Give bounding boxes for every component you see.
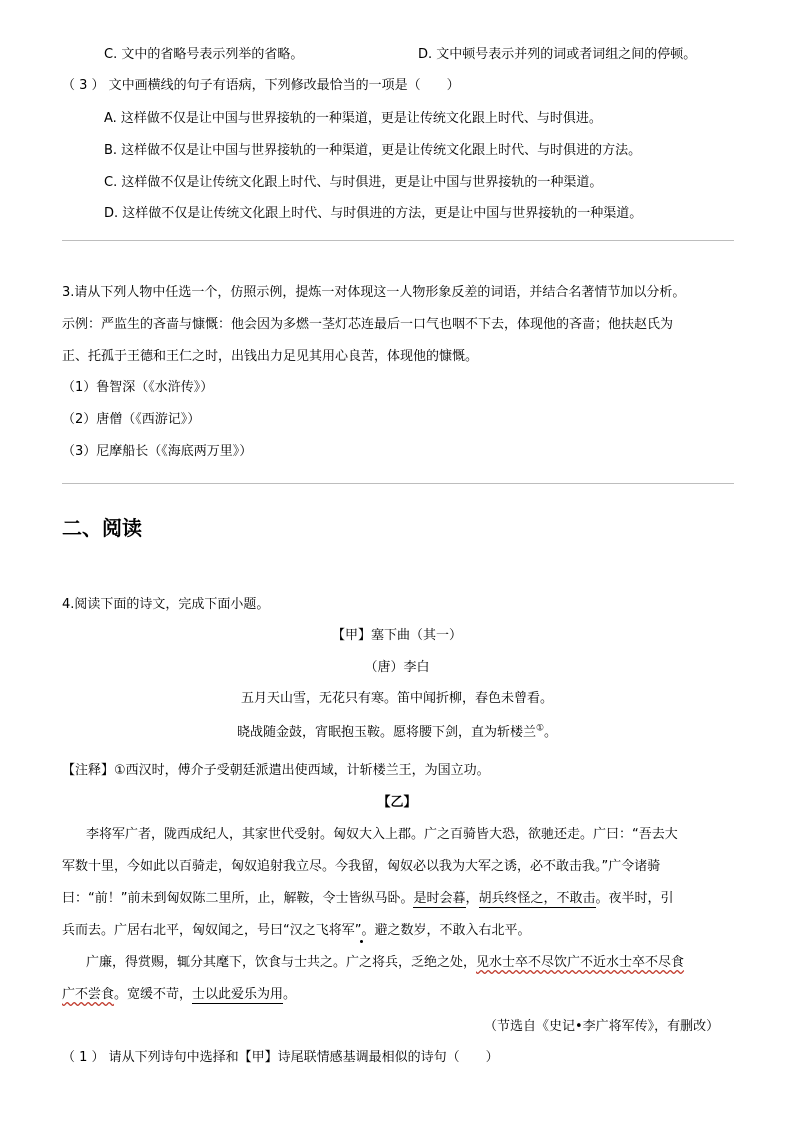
- q4-sub1-stem: （ 1 ） 请从下列诗句中选择和【甲】诗尾联情感基调最相似的诗句（ ）: [62, 1050, 499, 1065]
- passage-p1-line2: 军数十里，今如此以百骑走，匈奴追射我立尽。今我留，匈奴必以我为大军之诱，必不敢击我。”广令诸骑: [62, 859, 661, 874]
- poem-author: （唐）李白: [364, 660, 430, 675]
- passage-text: 曰：“前！”前未到匈奴陈二里所，止，解鞍，令士皆纵马卧。: [62, 891, 414, 906]
- passage-text: 。避之数岁，不敢入右北平。: [361, 923, 531, 938]
- poem-annotation: 【注释】①西汉时，傅介子受朝廷派遣出使西域，计斩楼兰王，为国立功。: [62, 763, 490, 778]
- underlined-sentence: 士以此爱乐为用: [192, 987, 284, 1002]
- poem-line-2-text: 晓战随金鼓，宵眠抱玉鞍。愿将腰下剑，直为斩楼兰: [236, 725, 536, 740]
- passage-text: 。夜半时，引: [595, 891, 674, 906]
- passage-source: （节选自《史记•李广将军传》，有删改）: [484, 1019, 720, 1034]
- section-title: 二、阅读: [62, 516, 142, 540]
- q3-item-1: （1）鲁智深（《水浒传》）: [62, 380, 214, 395]
- q2-sub3-option-c: C. 这样做不仅是让传统文化跟上时代、与时俱进，更是让中国与世界接轨的一种渠道。: [104, 175, 603, 190]
- footnote-mark: ①: [535, 723, 545, 734]
- divider: [62, 240, 734, 241]
- passage-p2-line1: [86, 954, 684, 972]
- poem-line-2: [0, 724, 794, 742]
- poem-line-1: 五月天山雪，无花只有寒。笛中闻折柳，春色未曾看。: [240, 691, 553, 706]
- poem-title: 【甲】塞下曲（其一）: [331, 628, 462, 643]
- divider: [62, 483, 734, 484]
- q4-stem: 4.阅读下面的诗文，完成下面小题。: [62, 597, 270, 612]
- q3-item-3: （3）尼摩船长（《海底两万里》）: [62, 444, 253, 459]
- wavy-underlined-sentence: 见水士卒不尽饮广不近水士卒不尽食: [476, 955, 685, 970]
- wavy-underlined-sentence: 广不尝食: [62, 987, 115, 1002]
- passage-p2-line2: [62, 986, 296, 1004]
- q3-example-line2: 正、托孤于王德和王仁之时，出钱出力足见其用心良苦，体现他的慷慨。: [62, 349, 479, 364]
- q3-stem: 3.请从下列人物中任选一个，仿照示例，提炼一对体现这一人物形象反差的词语，并结合名著情节加以分析。: [62, 285, 686, 300]
- q2-option-d: D. 文中顿号表示并列的词或者词组之间的停顿。: [418, 47, 697, 62]
- passage-text: 。宽缓不苛，: [114, 987, 193, 1002]
- q2-sub3-option-a: A. 这样做不仅是让中国与世界接轨的一种渠道，更是让传统文化跟上时代、与时俱进。: [104, 111, 602, 126]
- q2-sub3-option-d: D. 这样做不仅是让传统文化跟上时代、与时俱进的方法，更是让中国与世界接轨的一种渠道。: [104, 206, 643, 221]
- passage-p1-line1: 李将军广者，陇西成纪人，其家世代受射。匈奴大入上郡。广之百骑皆大恐，欲驰还走。广曰：“吾去大: [86, 827, 678, 842]
- passage-text: ，: [465, 891, 479, 906]
- passage-text: 兵而去。广居右北平，匈奴闻之，号曰“汉之飞将军”: [62, 923, 362, 938]
- poem-line-2-end: 。: [544, 725, 558, 740]
- q2-option-c: C. 文中的省略号表示列举的省略。: [104, 47, 304, 62]
- q2-sub3-stem: （ 3 ） 文中画横线的句子有语病，下列修改最恰当的一项是（ ）: [62, 78, 460, 93]
- passage-p1-line4: [62, 922, 531, 940]
- q2-sub3-option-b: B. 这样做不仅是让中国与世界接轨的一种渠道，更是让传统文化跟上时代、与时俱进的方法。: [104, 143, 642, 158]
- passage-text: 广廉，得赏赐，辄分其麾下，饮食与士共之。广之将兵，乏绝之处，: [86, 955, 477, 970]
- q3-example-line1: 示例：严监生的吝啬与慷慨：他会因为多燃一茎灯芯连最后一口气也咽不下去，体现他的吝啬；他扶赵氏为: [62, 317, 674, 332]
- q3-item-2: （2）唐僧（《西游记》）: [62, 412, 201, 427]
- passage-yi-title: 【乙】: [377, 795, 417, 810]
- passage-p1-line3: [62, 890, 674, 908]
- passage-text: 。: [283, 987, 297, 1002]
- underlined-phrase: 是时会暮: [413, 891, 466, 906]
- underlined-sentence: 胡兵终怪之，不敢击: [478, 891, 596, 906]
